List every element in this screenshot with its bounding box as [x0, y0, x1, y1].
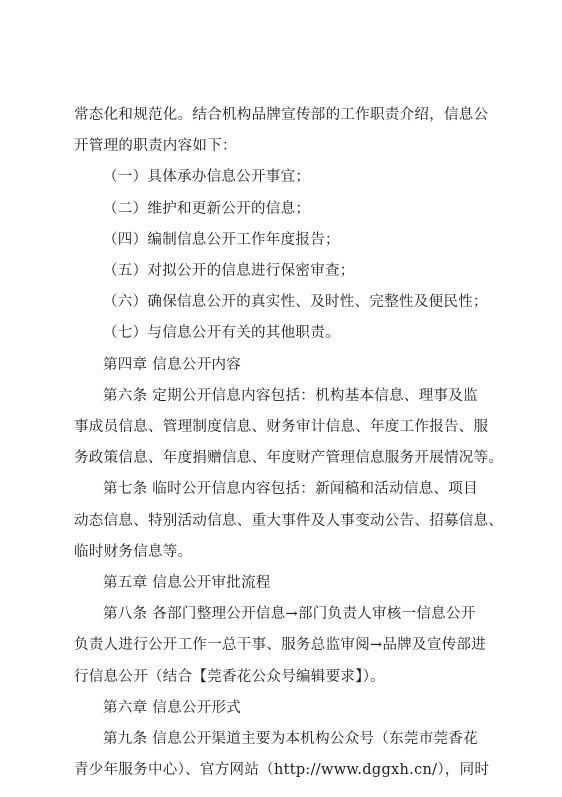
text-line: 事成员信息、管理制度信息、财务审计信息、年度工作报告、服 — [74, 419, 489, 436]
text-line: （四）编制信息公开工作年度报告； — [103, 231, 340, 248]
text-line: 行信息公开（结合【莞香花公众号编辑要求】）。 — [74, 668, 386, 685]
text-line: （一）具体承办信息公开事宜； — [103, 169, 311, 186]
text-line: 常态化和规范化。结合机构品牌宣传部的工作职责介绍，信息公 — [74, 107, 489, 123]
text-line: 青少年服务中心）、官方网站（http://www.dggxh.cn/），同时 — [74, 762, 490, 779]
text-line: 第六章 信息公开形式 — [103, 699, 242, 716]
text-line: 负责人进行公开工作一总干事、服务总监审阅→品牌及宣传部进 — [74, 637, 487, 654]
text-line: 务政策信息、年度捐赠信息、年度财产管理信息服务开展情况等。 — [74, 450, 504, 467]
text-line: 第四章 信息公开内容 — [103, 356, 242, 373]
text-line: 第七条 临时公开信息内容包括：新闻稿和活动信息、项目 — [103, 481, 478, 498]
text-line: 动态信息、特别活动信息、重大事件及人事变动公告、招募信息、 — [74, 512, 504, 529]
document-body — [74, 100, 504, 786]
text-line: 第五章 信息公开审批流程 — [103, 575, 271, 592]
text-line: 第九条 信息公开渠道主要为本机构公众号（东莞市莞香花 — [103, 731, 478, 748]
text-line: 第八条 各部门整理公开信息→部门负责人审核一信息公开 — [103, 606, 476, 623]
text-line: （七）与信息公开有关的其他职责。 — [103, 325, 340, 342]
text-line: （二）维护和更新公开的信息； — [103, 200, 311, 217]
text-line: 临时财务信息等。 — [74, 543, 193, 560]
text-line: （六）确保信息公开的真实性、及时性、完整性及便民性； — [103, 294, 488, 311]
text-line: 开管理的职责内容如下： — [74, 138, 237, 155]
text-line: （五）对拟公开的信息进行保密审查； — [103, 263, 355, 280]
text-line: 第六条 定期公开信息内容包括：机构基本信息、理事及监 — [103, 387, 478, 404]
